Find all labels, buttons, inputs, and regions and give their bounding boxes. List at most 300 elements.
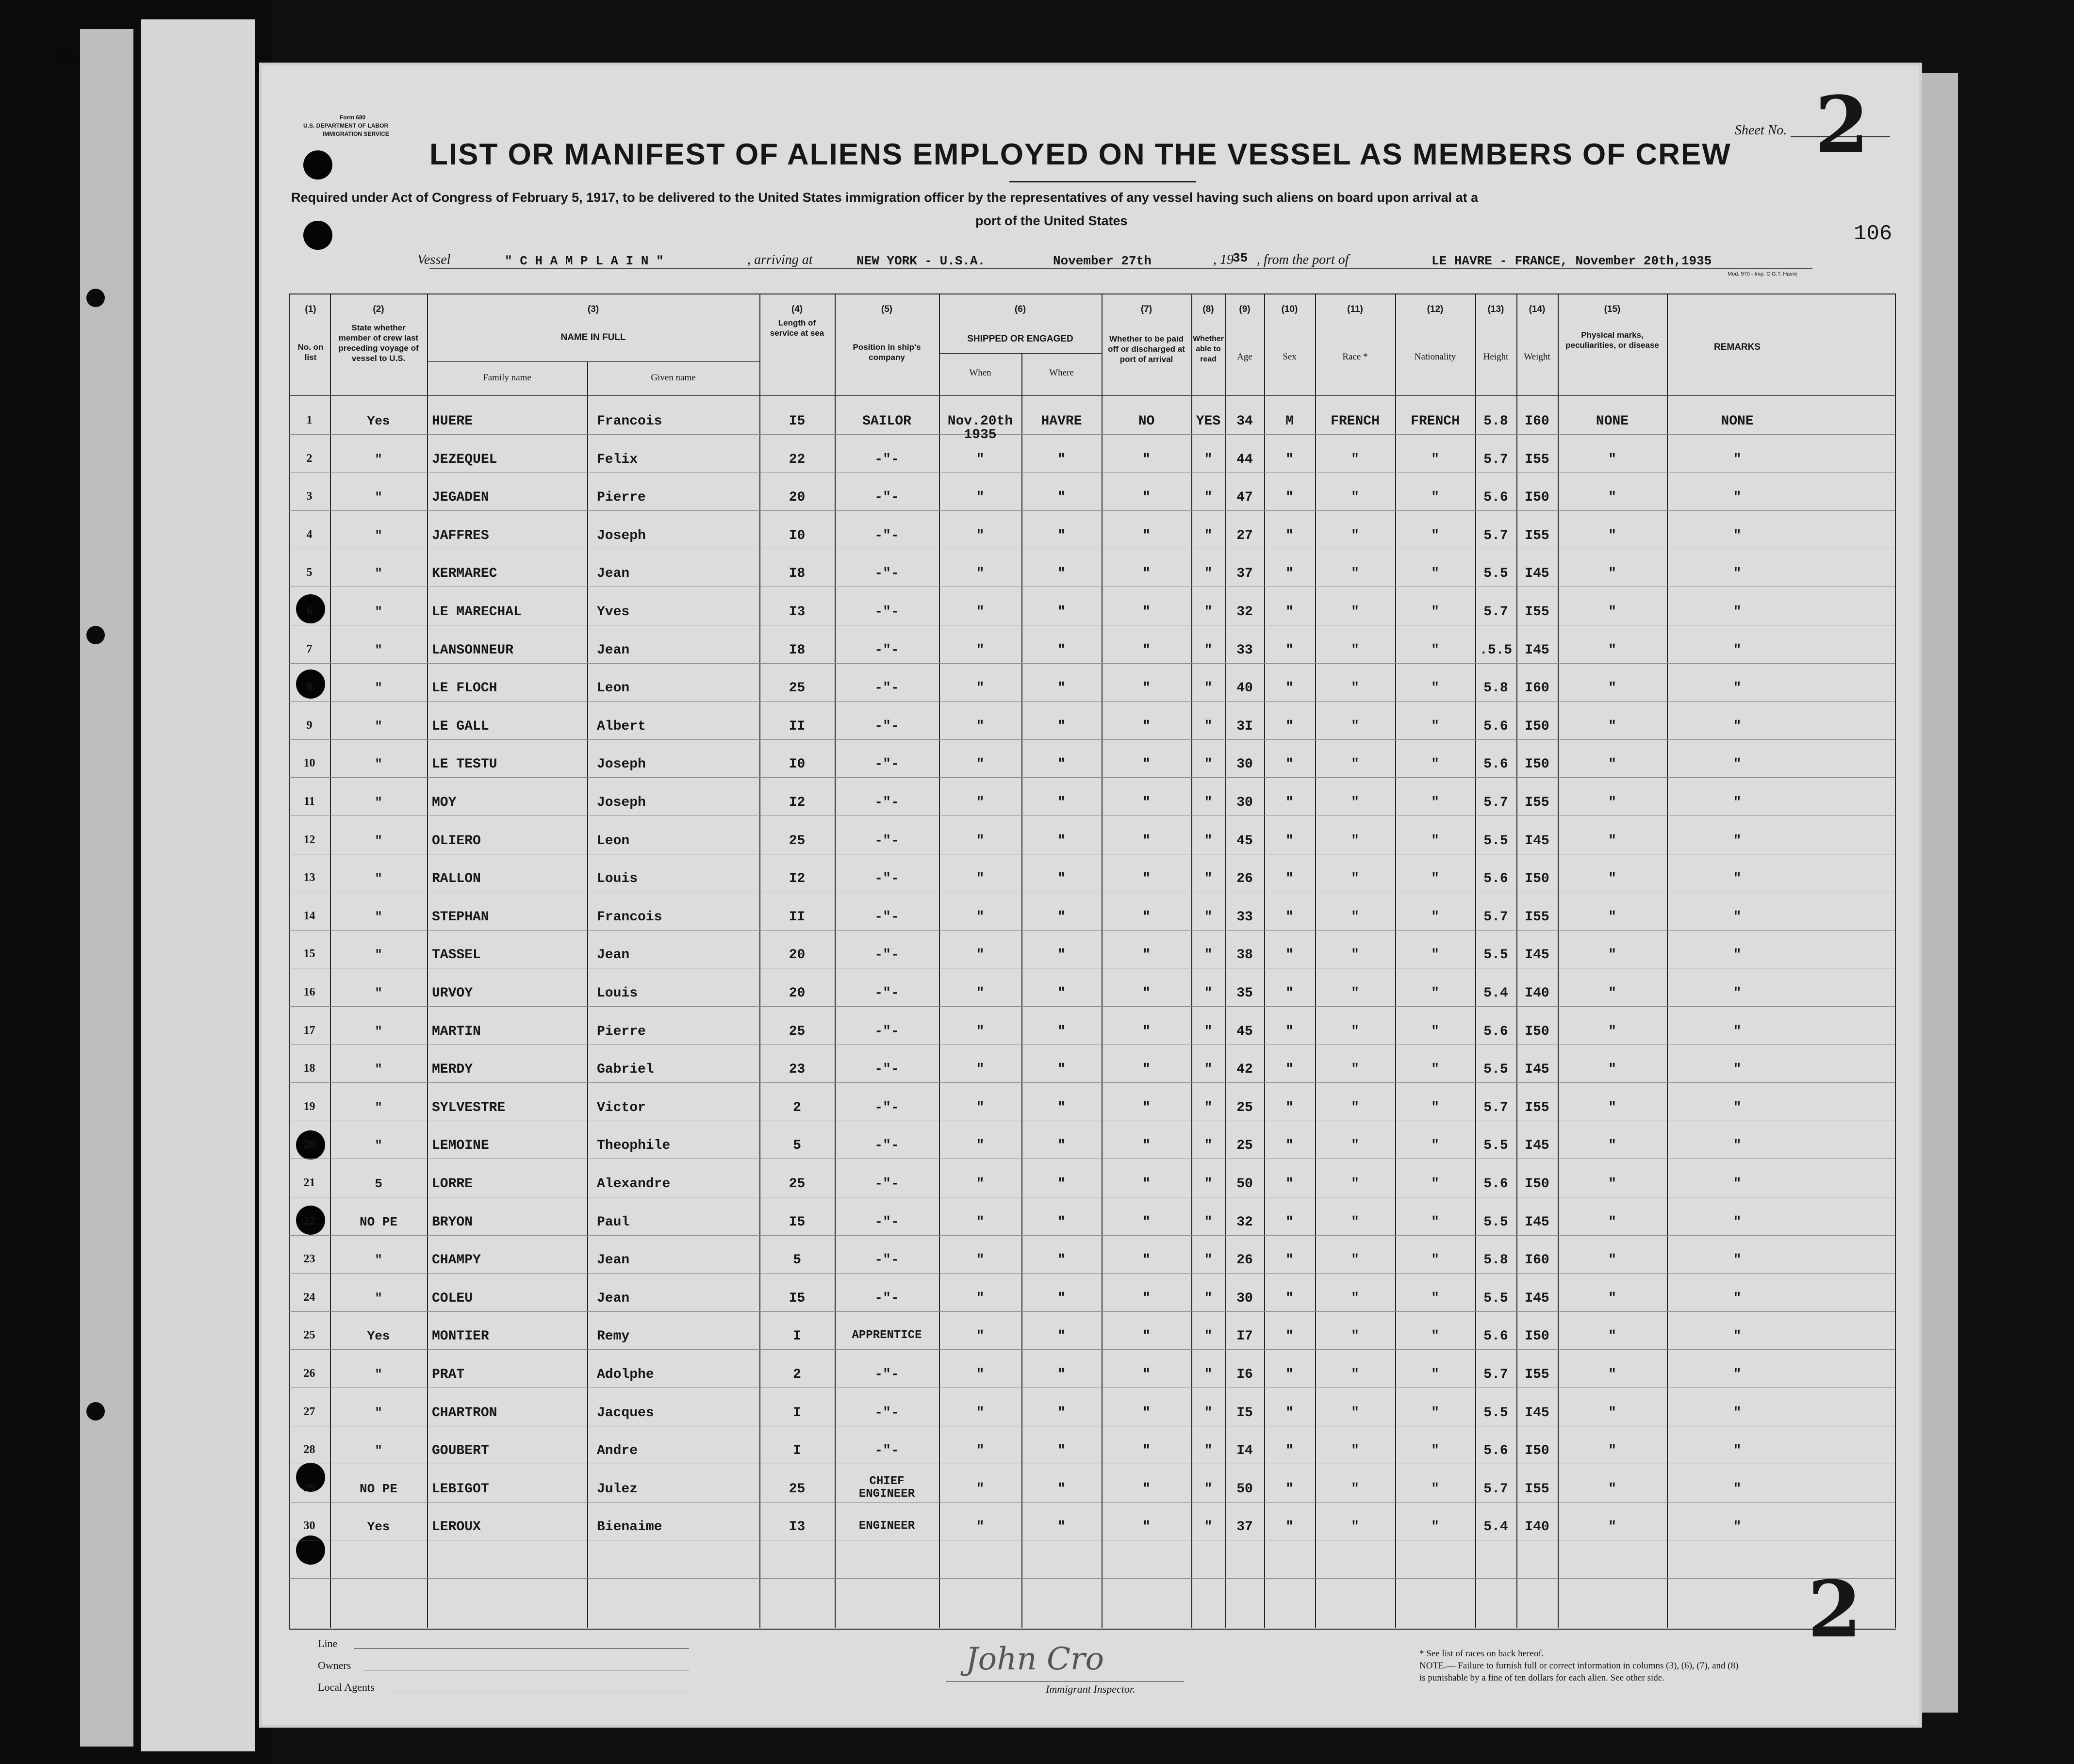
row-number: 16 — [303, 986, 315, 998]
age: 27 — [1236, 528, 1253, 543]
paid-off: " — [1142, 643, 1151, 658]
sex: " — [1285, 757, 1294, 772]
arriving-label: , arriving at — [747, 252, 813, 267]
physical-marks: " — [1608, 1329, 1616, 1344]
height: 5.5 — [1483, 566, 1508, 581]
position: -"- — [874, 1138, 899, 1153]
remarks: " — [1733, 1176, 1742, 1192]
physical-marks: " — [1608, 1519, 1616, 1535]
age: 45 — [1236, 833, 1253, 849]
position: -"- — [874, 910, 899, 925]
col11-header: Race * — [1342, 352, 1368, 362]
col6-num: (6) — [1014, 304, 1026, 314]
shipped-where: " — [1057, 1253, 1066, 1268]
able-to-read: " — [1204, 1405, 1213, 1421]
vessel-label: Vessel — [417, 252, 451, 267]
family-name: CHARTRON — [432, 1405, 497, 1421]
nationality: " — [1431, 986, 1439, 1001]
race: " — [1351, 1062, 1359, 1077]
paid-off: " — [1142, 1519, 1151, 1535]
row-number: 19 — [303, 1100, 315, 1113]
position: -"- — [874, 1367, 899, 1382]
family-name: RALLON — [432, 871, 481, 886]
sex: " — [1285, 1519, 1294, 1535]
height: 5.6 — [1483, 1329, 1508, 1344]
weight: I55 — [1525, 1482, 1549, 1497]
paid-off: " — [1142, 947, 1151, 963]
shipped-where: " — [1057, 604, 1066, 620]
able-to-read: " — [1204, 795, 1213, 810]
weight: I50 — [1525, 1176, 1549, 1192]
row-number: 30 — [303, 1519, 315, 1532]
height: 5.5 — [1483, 947, 1508, 963]
shipped-when: " — [976, 1519, 985, 1535]
previous-voyage: " — [375, 1367, 382, 1382]
position: -"- — [874, 1176, 899, 1192]
sex: " — [1285, 910, 1294, 925]
paid-off: " — [1142, 1329, 1151, 1344]
able-to-read: " — [1204, 910, 1213, 925]
race: " — [1351, 1519, 1359, 1535]
remarks: " — [1733, 1482, 1742, 1497]
physical-marks: " — [1608, 1100, 1616, 1115]
subtitle-2: port of the United States — [975, 213, 1128, 228]
service-length: I3 — [789, 1519, 806, 1535]
shipped-where: " — [1057, 643, 1066, 658]
row-number: 5 — [306, 566, 313, 579]
sex: " — [1285, 795, 1294, 810]
able-to-read: " — [1204, 1443, 1213, 1458]
height: 5.6 — [1483, 1024, 1508, 1039]
position: -"- — [874, 871, 899, 886]
binder-hole — [303, 150, 332, 180]
col12-header: Nationality — [1414, 352, 1456, 362]
row-rule — [289, 1006, 1895, 1007]
previous-voyage: Yes — [367, 1329, 390, 1343]
height: 5.5 — [1483, 1062, 1508, 1077]
height: .5.5 — [1479, 643, 1513, 658]
given-name: Francois — [597, 910, 662, 925]
position: -"- — [874, 1443, 899, 1458]
title-rule — [1009, 181, 1196, 182]
shipped-where: " — [1057, 1367, 1066, 1382]
height: 5.4 — [1483, 986, 1508, 1001]
column-rule — [1895, 294, 1896, 1628]
shipped-when: " — [976, 1443, 985, 1458]
remarks: " — [1733, 1100, 1742, 1115]
remarks: " — [1733, 719, 1742, 734]
row-number: 7 — [306, 643, 313, 655]
shipped-when: " — [976, 795, 985, 810]
height: 5.5 — [1483, 1138, 1508, 1153]
age: I4 — [1236, 1443, 1253, 1458]
punch-hole — [86, 626, 105, 644]
row-number: 3 — [306, 490, 313, 503]
family-name: LEMOINE — [432, 1138, 489, 1153]
nationality: " — [1431, 1482, 1439, 1497]
age: 42 — [1236, 1062, 1253, 1077]
physical-marks: " — [1608, 795, 1616, 810]
family-name: LE FLOCH — [432, 681, 497, 696]
row-number: 14 — [303, 910, 315, 922]
weight: I50 — [1525, 1024, 1549, 1039]
shipped-where: " — [1057, 1215, 1066, 1230]
race: " — [1351, 528, 1359, 543]
col6b-header: Where — [1049, 368, 1074, 378]
binder-hole — [303, 221, 332, 250]
position: -"- — [874, 986, 899, 1001]
age: 44 — [1236, 452, 1253, 467]
col12-num: (12) — [1427, 304, 1444, 314]
physical-marks: " — [1608, 1405, 1616, 1421]
given-name: Julez — [597, 1482, 638, 1497]
paid-off: " — [1142, 1138, 1151, 1153]
given-name: Pierre — [597, 1024, 646, 1039]
age: I7 — [1236, 1329, 1253, 1344]
shipped-where: " — [1057, 528, 1066, 543]
row-rule — [289, 510, 1895, 511]
height: 5.7 — [1483, 1100, 1508, 1115]
race: " — [1351, 1253, 1359, 1268]
from-label: , from the port of — [1257, 252, 1349, 267]
height: 5.5 — [1483, 1291, 1508, 1306]
nationality: " — [1431, 833, 1439, 849]
height: 5.7 — [1483, 604, 1508, 620]
shipped-where: " — [1057, 1138, 1066, 1153]
remarks: " — [1733, 947, 1742, 963]
family-name: KERMAREC — [432, 566, 497, 581]
shipped-where: " — [1057, 833, 1066, 849]
position: -"- — [874, 1062, 899, 1077]
row-number: 22 — [303, 1215, 315, 1227]
position: -"- — [874, 1100, 899, 1115]
shipped-where: " — [1057, 871, 1066, 886]
previous-voyage: NO PE — [359, 1482, 397, 1496]
position: -"- — [874, 528, 899, 543]
previous-voyage: " — [375, 1253, 382, 1267]
sex: " — [1285, 490, 1294, 505]
paid-off: " — [1142, 1062, 1151, 1077]
service-length: I5 — [789, 1215, 806, 1230]
nationality: " — [1431, 1253, 1439, 1268]
race: " — [1351, 1291, 1359, 1306]
age: 40 — [1236, 681, 1253, 696]
height: 5.8 — [1483, 681, 1508, 696]
nationality: " — [1431, 643, 1439, 658]
family-name: BRYON — [432, 1215, 473, 1230]
nationality: " — [1431, 871, 1439, 886]
position: -"- — [874, 604, 899, 620]
nationality: " — [1431, 757, 1439, 772]
col14-header: Weight — [1524, 352, 1550, 362]
physical-marks: " — [1608, 1482, 1616, 1497]
weight: I55 — [1525, 528, 1549, 543]
weight: I50 — [1525, 490, 1549, 505]
physical-marks: " — [1608, 604, 1616, 620]
race: " — [1351, 643, 1359, 658]
footer-owners-label: Owners — [318, 1659, 351, 1671]
nationality: " — [1431, 681, 1439, 696]
shipped-when: " — [976, 1176, 985, 1192]
paid-off: " — [1142, 604, 1151, 620]
previous-voyage: " — [375, 1062, 382, 1077]
shipped-where: HAVRE — [1041, 414, 1082, 429]
family-name: PRAT — [432, 1367, 465, 1382]
remarks: " — [1733, 566, 1742, 581]
nationality: " — [1431, 1024, 1439, 1039]
remarks: " — [1733, 452, 1742, 467]
year: 35 — [1233, 251, 1248, 265]
nationality: " — [1431, 1138, 1439, 1153]
family-name: LANSONNEUR — [432, 643, 514, 658]
weight: I40 — [1525, 1519, 1549, 1535]
department: U.S. DEPARTMENT OF LABOR — [303, 122, 389, 129]
shipped-when: " — [976, 681, 985, 696]
position: APPRENTICE — [852, 1329, 922, 1342]
able-to-read: " — [1204, 1329, 1213, 1344]
paid-off: " — [1142, 1482, 1151, 1497]
able-to-read: " — [1204, 643, 1213, 658]
col15-num: (15) — [1604, 304, 1621, 314]
punch-hole — [86, 1402, 105, 1421]
shipped-when: " — [976, 1215, 985, 1230]
row-number: 20 — [303, 1138, 315, 1151]
paid-off: " — [1142, 986, 1151, 1001]
row-number: 1 — [306, 414, 313, 426]
weight: I45 — [1525, 1062, 1549, 1077]
service: IMMIGRATION SERVICE — [323, 131, 389, 137]
family-name: MOY — [432, 795, 457, 810]
physical-marks: NONE — [1596, 414, 1629, 429]
race: " — [1351, 1367, 1359, 1382]
family-name: LEBIGOT — [432, 1482, 489, 1497]
family-name: LE TESTU — [432, 757, 497, 772]
position: -"- — [874, 947, 899, 963]
position: -"- — [874, 833, 899, 849]
row-rule — [289, 663, 1895, 664]
row-rule — [289, 434, 1895, 435]
previous-voyage: NO PE — [359, 1215, 397, 1229]
service-length: I2 — [789, 871, 806, 886]
shipped-where: " — [1057, 1329, 1066, 1344]
given-name: Remy — [597, 1329, 630, 1344]
col9-header: Age — [1237, 352, 1252, 362]
column-rule — [427, 294, 428, 1628]
weight: I60 — [1525, 414, 1549, 429]
row-number: 13 — [303, 871, 315, 884]
race: " — [1351, 1443, 1359, 1458]
paid-off: NO — [1138, 414, 1155, 429]
remarks: " — [1733, 1519, 1742, 1535]
physical-marks: " — [1608, 1367, 1616, 1382]
service-length: 22 — [789, 452, 806, 467]
given-name: Jacques — [597, 1405, 654, 1421]
shipped-when: " — [976, 1062, 985, 1077]
form-number: Form 680 — [340, 114, 366, 121]
position-line2: ENGINEER — [858, 1487, 915, 1501]
row-rule — [289, 930, 1895, 931]
arrival-date: November 27th — [1053, 254, 1152, 268]
shipped-when: " — [976, 757, 985, 772]
row-number: 2 — [306, 452, 313, 465]
race: " — [1351, 452, 1359, 467]
previous-voyage: " — [375, 1100, 382, 1115]
shipped-when: " — [976, 643, 985, 658]
given-name: Theophile — [597, 1138, 671, 1153]
given-name: Jean — [597, 566, 630, 581]
shipped-when: " — [976, 910, 985, 925]
height: 5.7 — [1483, 1482, 1508, 1497]
shipped-when: " — [976, 604, 985, 620]
physical-marks: " — [1608, 719, 1616, 734]
previous-voyage: " — [375, 719, 382, 734]
given-name: Bienaime — [597, 1519, 662, 1535]
position: -"- — [874, 795, 899, 810]
sex: " — [1285, 833, 1294, 849]
shipped-when: Nov.20th — [947, 414, 1013, 429]
paid-off: " — [1142, 1291, 1151, 1306]
nationality: " — [1431, 1443, 1439, 1458]
nationality: " — [1431, 1291, 1439, 1306]
nationality: " — [1431, 1062, 1439, 1077]
col10-num: (10) — [1281, 304, 1298, 314]
sex: " — [1285, 566, 1294, 581]
shipped-when: " — [976, 1253, 985, 1268]
physical-marks: " — [1608, 1176, 1616, 1192]
previous-voyage: " — [375, 986, 382, 1000]
punch-hole — [86, 289, 105, 307]
race: " — [1351, 1100, 1359, 1115]
sex: " — [1285, 871, 1294, 886]
physical-marks: " — [1608, 1291, 1616, 1306]
previous-voyage: " — [375, 643, 382, 657]
nationality: FRENCH — [1411, 414, 1460, 429]
weight: I45 — [1525, 1138, 1549, 1153]
paid-off: " — [1142, 1215, 1151, 1230]
race: " — [1351, 681, 1359, 696]
weight: I55 — [1525, 604, 1549, 620]
given-name: Louis — [597, 871, 638, 886]
weight: I45 — [1525, 1215, 1549, 1230]
paid-off: " — [1142, 1405, 1151, 1421]
shipped-where: " — [1057, 1482, 1066, 1497]
name-rule — [427, 361, 759, 362]
shipped-when: " — [976, 490, 985, 505]
previous-voyage: " — [375, 1443, 382, 1458]
service-length: I — [793, 1329, 801, 1344]
sheet-number-bottom: 2 — [1808, 1564, 1862, 1655]
physical-marks: " — [1608, 986, 1616, 1001]
age: I5 — [1236, 1405, 1253, 1421]
col3b-header: Given name — [651, 373, 696, 383]
sex: " — [1285, 528, 1294, 543]
remarks: " — [1733, 986, 1742, 1001]
sex: " — [1285, 1024, 1294, 1039]
sex: " — [1285, 1329, 1294, 1344]
race: " — [1351, 1215, 1359, 1230]
nationality: " — [1431, 1215, 1439, 1230]
physical-marks: " — [1608, 910, 1616, 925]
footer-line-rule — [354, 1648, 689, 1649]
row-rule — [289, 1502, 1895, 1503]
age: 33 — [1236, 910, 1253, 925]
able-to-read: " — [1204, 681, 1213, 696]
service-length: I — [793, 1443, 801, 1458]
remarks: " — [1733, 1138, 1742, 1153]
paid-off: " — [1142, 528, 1151, 543]
able-to-read: " — [1204, 1138, 1213, 1153]
height: 5.7 — [1483, 910, 1508, 925]
physical-marks: " — [1608, 490, 1616, 505]
service-length: II — [789, 719, 806, 734]
inspector-rule — [946, 1681, 1184, 1682]
paid-off: " — [1142, 833, 1151, 849]
shipped-when: " — [976, 1100, 985, 1115]
sex: " — [1285, 1100, 1294, 1115]
service-length: 5 — [793, 1138, 801, 1153]
remarks: " — [1733, 1443, 1742, 1458]
service-length: I — [793, 1405, 801, 1421]
service-length: 20 — [789, 490, 806, 505]
shipped-where: " — [1057, 566, 1066, 581]
remarks: " — [1733, 1024, 1742, 1039]
height: 5.7 — [1483, 528, 1508, 543]
weight: I45 — [1525, 643, 1549, 658]
weight: I55 — [1525, 452, 1549, 467]
nationality: " — [1431, 719, 1439, 734]
service-length: I8 — [789, 643, 806, 658]
nationality: " — [1431, 1100, 1439, 1115]
paid-off: " — [1142, 566, 1151, 581]
family-name: MONTIER — [432, 1329, 489, 1344]
paid-off: " — [1142, 1443, 1151, 1458]
service-length: 25 — [789, 1176, 806, 1192]
remarks: " — [1733, 1291, 1742, 1306]
given-name: Pierre — [597, 490, 646, 505]
row-number: 6 — [306, 604, 313, 617]
height: 5.7 — [1483, 452, 1508, 467]
remarks: " — [1733, 1215, 1742, 1230]
service-length: I3 — [789, 604, 806, 620]
remarks: " — [1733, 643, 1742, 658]
shipped-where: " — [1057, 681, 1066, 696]
row-number: 24 — [303, 1291, 315, 1304]
col4-header: Length of service at sea — [770, 318, 824, 338]
physical-marks: " — [1608, 757, 1616, 772]
age: 33 — [1236, 643, 1253, 658]
col10-header: Sex — [1283, 352, 1297, 362]
age: 30 — [1236, 795, 1253, 810]
weight: I45 — [1525, 833, 1549, 849]
service-length: 20 — [789, 947, 806, 963]
nationality: " — [1431, 910, 1439, 925]
weight: I45 — [1525, 1291, 1549, 1306]
sex: " — [1285, 452, 1294, 467]
given-name: Joseph — [597, 528, 646, 543]
col15-header: Physical marks, peculiarities, or disease — [1565, 330, 1659, 350]
row-number: 25 — [303, 1329, 315, 1341]
weight: I50 — [1525, 871, 1549, 886]
service-length: I8 — [789, 566, 806, 581]
nationality: " — [1431, 1405, 1439, 1421]
remarks: " — [1733, 1405, 1742, 1421]
race: " — [1351, 795, 1359, 810]
previous-voyage: " — [375, 1024, 382, 1039]
family-name: LORRE — [432, 1176, 473, 1192]
arriving-port: NEW YORK - U.S.A. — [856, 254, 986, 268]
shipped-where: " — [1057, 986, 1066, 1001]
col9-num: (9) — [1239, 304, 1251, 314]
